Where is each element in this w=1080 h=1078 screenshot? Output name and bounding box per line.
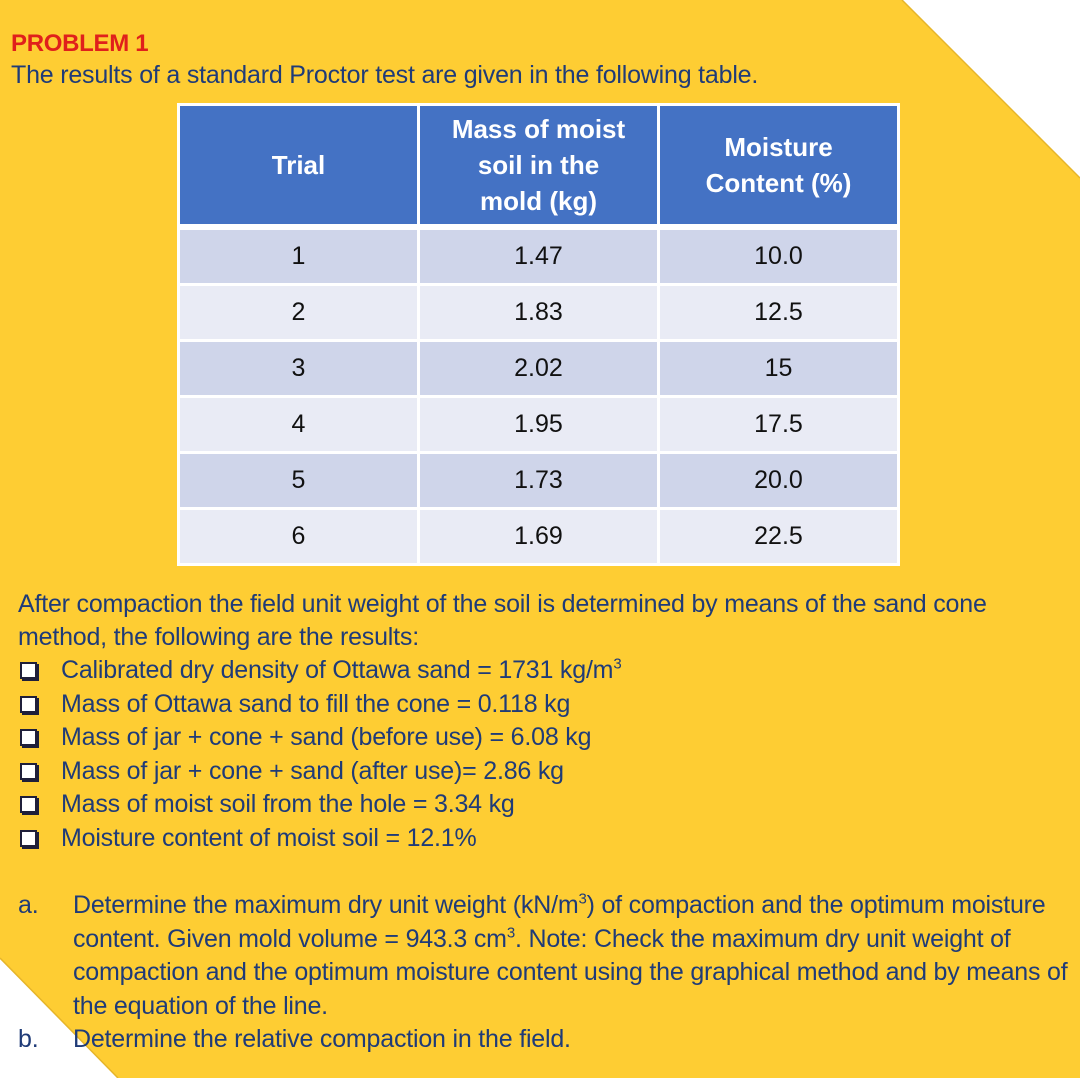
intro-text: The results of a standard Proctor test are given in the following table. xyxy=(11,61,759,89)
table-cell: 1.47 xyxy=(419,227,659,285)
column-header xyxy=(659,105,899,228)
table-cell: 22.5 xyxy=(659,509,899,565)
list-item xyxy=(18,654,621,688)
list-item-label: Calibrated dry density of Ottawa sand = 1731 kg/m xyxy=(61,656,614,685)
question-item xyxy=(18,1023,1073,1057)
table-row xyxy=(179,509,899,565)
table-cell: 15 xyxy=(659,341,899,397)
table-row xyxy=(179,285,899,341)
checkbox-icon xyxy=(20,830,37,847)
table-row xyxy=(179,227,899,285)
list-item xyxy=(18,688,621,722)
question-text xyxy=(73,889,1073,1023)
question-marker: b. xyxy=(18,1025,39,1053)
question-text-part: . Note: Check the maximum dry unit weight of compaction and the optimum moisture content using the graphical method and by means of the equation of the line. xyxy=(73,924,1068,1020)
list-item-label: Mass of moist soil from the hole = 3.34 kg xyxy=(61,790,515,819)
table-cell: 1.69 xyxy=(419,509,659,565)
table-cell: 1.83 xyxy=(419,285,659,341)
column-header-line: Trial xyxy=(271,150,326,180)
checkbox-icon xyxy=(20,662,37,679)
list-item-label: Mass of jar + cone + sand (after use)= 2.86 kg xyxy=(61,756,564,785)
table-cell: 17.5 xyxy=(659,397,899,453)
list-item-text xyxy=(61,757,564,786)
list-item-text xyxy=(61,824,477,853)
list-item xyxy=(18,755,621,789)
table-cell: 1 xyxy=(179,227,419,285)
proctor-results-table xyxy=(177,103,900,566)
question-text-part: Determine the maximum dry unit weight (kN/m xyxy=(73,891,579,919)
checkbox-icon xyxy=(20,729,37,746)
checkbox-icon xyxy=(20,696,37,713)
column-header xyxy=(179,105,419,228)
superscript: 3 xyxy=(578,890,587,908)
list-item-label: Moisture content of moist soil = 12.1% xyxy=(61,823,477,852)
checkbox-icon xyxy=(20,763,37,780)
table-cell: 5 xyxy=(179,453,419,509)
question-list xyxy=(18,889,1073,1057)
table-cell: 2 xyxy=(179,285,419,341)
column-header xyxy=(419,105,659,228)
table-row xyxy=(179,453,899,509)
column-header-line: soil in the xyxy=(477,150,600,180)
table-cell: 10.0 xyxy=(659,227,899,285)
list-item-label: Mass of Ottawa sand to fill the cone = 0.118 kg xyxy=(61,689,571,718)
table-cell: 4 xyxy=(179,397,419,453)
list-item-text xyxy=(61,723,591,752)
sand-cone-results-list xyxy=(18,654,621,855)
list-item-text xyxy=(61,656,621,685)
superscript: 3 xyxy=(613,655,622,673)
question-text-part: ) of compaction and the optimum moisture content. Given mold volume = 943.3 cm xyxy=(73,891,1046,953)
sand-cone-paragraph: After compaction the field unit weight of the soil is determined by means of the sand cone method, the following are the results: xyxy=(18,590,987,651)
question-text-part: Determine the relative compaction in the field. xyxy=(73,1025,571,1053)
table-cell: 6 xyxy=(179,509,419,565)
checkbox-icon xyxy=(20,796,37,813)
problem-heading: PROBLEM 1 xyxy=(11,30,149,57)
list-item xyxy=(18,721,621,755)
superscript: 3 xyxy=(506,924,515,942)
table-cell: 20.0 xyxy=(659,453,899,509)
list-item xyxy=(18,788,621,822)
list-item-text xyxy=(61,690,570,719)
table-header-row xyxy=(179,105,899,228)
list-item-label: Mass of jar + cone + sand (before use) = 6.08 kg xyxy=(61,723,592,752)
list-item-text xyxy=(61,790,515,819)
column-header-line: Content (%) xyxy=(705,168,852,198)
table-cell: 3 xyxy=(179,341,419,397)
column-header-line: Mass of moist xyxy=(451,114,626,144)
list-item xyxy=(18,822,621,856)
question-marker: a. xyxy=(18,891,39,919)
question-item xyxy=(18,889,1073,1023)
table-cell: 1.95 xyxy=(419,397,659,453)
table-row xyxy=(179,341,899,397)
column-header-line: Moisture xyxy=(724,132,833,162)
table-cell: 1.73 xyxy=(419,453,659,509)
table-cell: 2.02 xyxy=(419,341,659,397)
column-header-line: mold (kg) xyxy=(480,186,597,216)
table-row xyxy=(179,397,899,453)
table-cell: 12.5 xyxy=(659,285,899,341)
question-text xyxy=(73,1023,1073,1057)
table-body xyxy=(179,227,899,565)
